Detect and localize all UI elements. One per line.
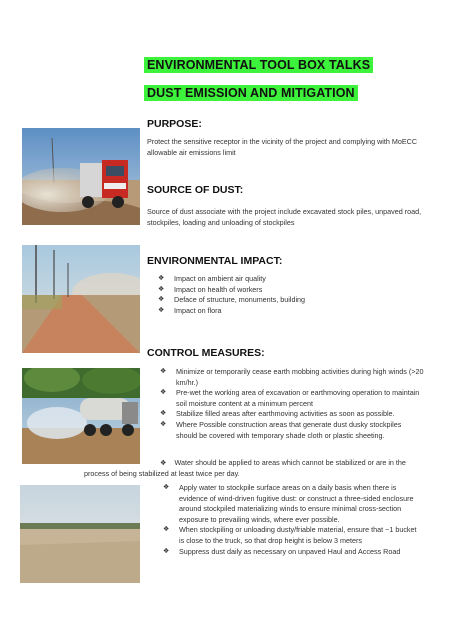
control-item-text: Where Possible construction areas that generate dust dusky stockpiles should be covered with temporary shade cloth or plastic sheeting.	[176, 419, 402, 440]
bullet-icon: ❖	[158, 296, 165, 304]
control-item-text: Minimize or temporarily cease earth mobbing activities during high winds (>20 km/hr.)	[176, 367, 424, 387]
control-item-text: When stockpiling or unloading dusty/friable material, ensure that ~1 bucket is close to the truck, so that drop height is below 3 meters	[179, 525, 417, 545]
bullet-icon: ❖	[158, 275, 165, 282]
control-item-text: Suppress dust daily as necessary on unpaved Haul and Access Road	[179, 546, 401, 556]
bullet-icon: ❖	[158, 306, 165, 314]
dry-field-photo	[20, 485, 140, 583]
impact-item-text: Impact on flora	[174, 305, 222, 315]
bullet-icon: ❖	[160, 420, 167, 428]
source-heading: SOURCE OF DUST:	[147, 184, 244, 196]
control-list-b	[163, 483, 421, 557]
source-text: Source of dust associate with the project include excavated stock piles, unpaved road, stockpiles, loading and unloading of stockpiles	[147, 207, 422, 227]
control-item	[163, 483, 421, 525]
dump-truck-dust-photo	[22, 128, 140, 225]
control-heading: CONTROL MEASURES:	[147, 347, 265, 359]
impact-item	[158, 295, 408, 306]
control-item-text: Water should be applied to areas which cannot be stabilized or are in the process of being stabilized at least twice per day.	[84, 458, 406, 478]
control-item	[160, 388, 424, 409]
bullet-icon: ❖	[160, 368, 167, 375]
purpose-heading: PURPOSE:	[147, 118, 202, 130]
impact-heading: ENVIRONMENTAL IMPACT:	[147, 255, 283, 267]
control-list-a	[160, 367, 424, 441]
bullet-icon: ❖	[158, 285, 165, 293]
bullet-icon: ❖	[163, 547, 170, 555]
impact-item	[158, 274, 408, 285]
title-line-2: DUST EMISSION AND MITIGATION	[144, 85, 358, 101]
water-tanker-photo	[22, 368, 140, 464]
impact-item-text: Impact on ambient air quality	[174, 274, 266, 283]
impact-item-text: Impact on health of workers	[174, 284, 263, 294]
bullet-icon: ❖	[160, 458, 167, 467]
control-item	[163, 547, 421, 558]
purpose-text: Protect the sensitive receptor in the vicinity of the project and complying with MoECC allowable air emissions limit	[147, 137, 418, 157]
control-item-wide	[84, 458, 424, 479]
bullet-icon: ❖	[163, 484, 170, 491]
control-item-text: Pre-wet the working area of excavation or earthmoving operation to maintain soil moisture content at a minimum percent	[176, 388, 420, 408]
control-item-text: Apply water to stockpile surface areas on a daily basis when there is evidence of wind-driven fugitive dust: or construct a three-sided enclosure around stockpiled materializing winds to ensure minimal cross-section exposure to prevailing winds, where ever possible.	[179, 483, 414, 524]
bullet-icon: ❖	[160, 389, 167, 397]
control-item	[160, 367, 424, 388]
control-item	[160, 420, 424, 441]
bullet-icon: ❖	[160, 410, 167, 418]
control-item	[160, 409, 424, 420]
impact-item-text: Deface of structure, monuments, building	[174, 295, 306, 305]
control-item-text: Stabilize filled areas after earthmoving activities as soon as possible.	[176, 409, 395, 419]
bullet-icon: ❖	[163, 526, 170, 534]
impact-list	[158, 274, 408, 316]
impact-item	[158, 285, 408, 296]
impact-item	[158, 306, 408, 317]
title-line-1: ENVIRONMENTAL TOOL BOX TALKS	[144, 57, 373, 73]
control-item	[163, 525, 421, 546]
dusty-road-photo	[22, 245, 140, 353]
